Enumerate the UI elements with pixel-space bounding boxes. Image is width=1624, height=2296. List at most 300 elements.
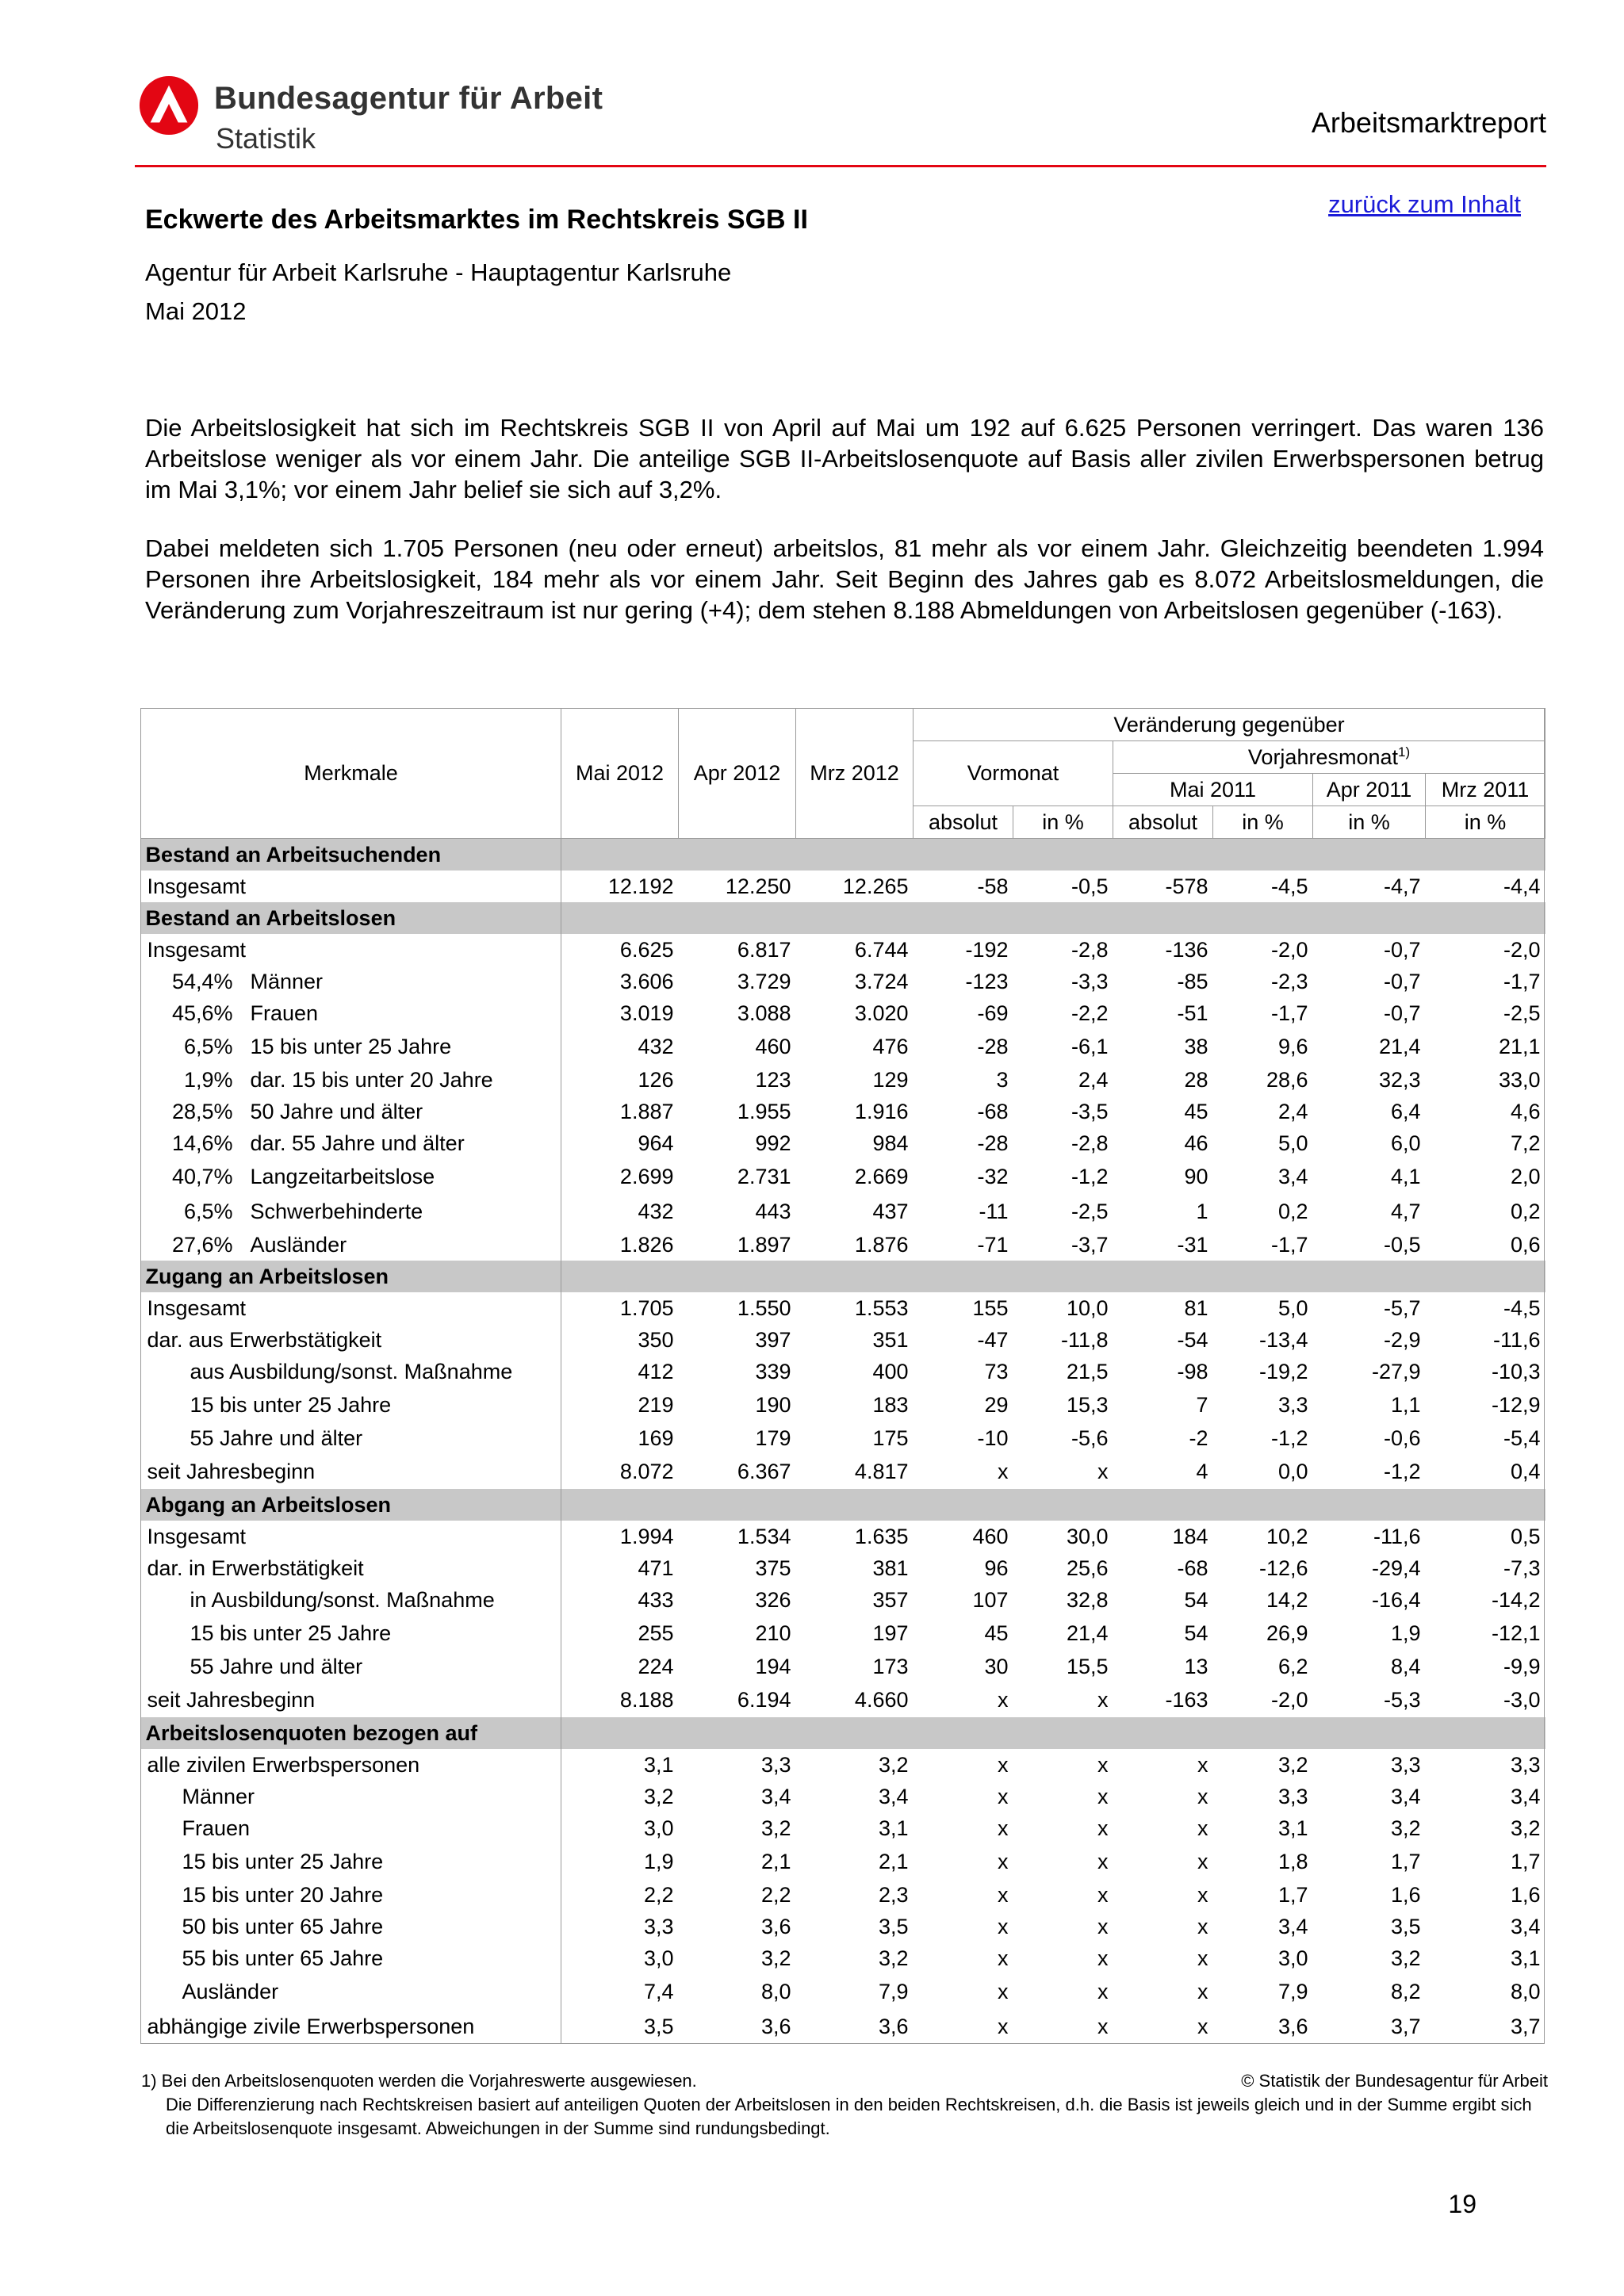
table-cell: 992 [755, 1131, 791, 1155]
row-share: 6,5% [183, 1034, 233, 1058]
table-cell: 1.635 [854, 1524, 909, 1548]
table-cell: x [1097, 1849, 1109, 1873]
table-cell: 0,4 [1511, 1459, 1541, 1483]
table-cell: x [1097, 1882, 1109, 1907]
table-cell: 3,0 [643, 1946, 674, 1970]
table-cell: 25,6 [1066, 1556, 1109, 1580]
table-cell: -2,5 [1503, 1001, 1541, 1025]
row-label-text: Insgesamt [147, 937, 247, 962]
row-label [141, 1749, 561, 1781]
row-share: 27,6% [171, 1232, 233, 1257]
table-cell: -578 [1165, 874, 1208, 898]
table-cell: -3,5 [1071, 1099, 1109, 1123]
table-cell: 26,9 [1266, 1621, 1308, 1645]
row-label [141, 1356, 561, 1387]
table-cell: 2,2 [643, 1882, 674, 1907]
table-cell: 397 [755, 1327, 791, 1352]
table-row [141, 2009, 1545, 2044]
table-cell: 3,3 [1277, 1392, 1308, 1417]
table-cell: 437 [872, 1199, 909, 1223]
table-cell: 0,0 [1277, 1459, 1308, 1483]
row-label [141, 1387, 561, 1422]
table-row [141, 1356, 1545, 1387]
table-cell: 984 [872, 1131, 909, 1155]
table-row [141, 1749, 1545, 1781]
row-label [141, 1911, 561, 1942]
row-label-text: dar. in Erwerbstätigkeit [147, 1556, 364, 1580]
table-cell: 3,4 [878, 1784, 909, 1808]
table-cell: 3,2 [760, 1816, 791, 1840]
section-title: Zugang an Arbeitslosen [141, 1261, 561, 1292]
row-label [141, 1616, 561, 1651]
table-cell: 3,4 [1511, 1914, 1541, 1938]
table-cell: 2,3 [878, 1882, 909, 1907]
table-cell: -1,7 [1503, 969, 1541, 993]
table-cell: -2,0 [1503, 937, 1541, 962]
table-cell: 1.550 [737, 1295, 791, 1320]
table-cell: 12.250 [725, 874, 791, 898]
section-header-row [141, 839, 1545, 871]
table-cell: 4,6 [1511, 1099, 1541, 1123]
table-cell: x [1197, 1816, 1208, 1840]
table-row [141, 1584, 1545, 1616]
table-row [141, 1229, 1545, 1261]
table-row [141, 1974, 1545, 2009]
table-cell: -2,5 [1071, 1199, 1109, 1223]
table-cell: 1,7 [1390, 1849, 1421, 1873]
row-label [141, 934, 561, 966]
table-cell: 3,1 [1277, 1816, 1308, 1840]
section-title: Arbeitslosenquoten bezogen auf [141, 1717, 561, 1749]
table-cell: x [998, 1914, 1009, 1938]
row-label [141, 997, 561, 1029]
table-cell: x [1097, 1914, 1109, 1938]
table-cell: 224 [638, 1654, 674, 1678]
summary-paragraph-2: Dabei meldeten sich 1.705 Personen (neu oder erneut) arbeitslos, 81 mehr als vor einem Jahr. Gleichzeitig beendeten 1.994 Personen ihre Arbeitslosigkeit, 184 mehr als vor einem Jahr. Seit Beginn des Jahres gab es 8.072 Arbeitslosmeldungen, die Veränderung zum Vorjahreszeitraum ist nur gering (+4); dem stehen 8.188 Abmeldungen von Arbeitslosen gegenüber (-163). [145, 534, 1544, 624]
header-apr-2011: Apr 2011 [1313, 774, 1426, 806]
row-label-text: in Ausbildung/sonst. Maßnahme [190, 1587, 495, 1612]
table-cell: -47 [977, 1327, 1009, 1352]
table-cell: 73 [984, 1359, 1009, 1383]
row-label [141, 1064, 561, 1096]
row-label-text: Insgesamt [147, 874, 247, 898]
table-cell: 1.955 [737, 1099, 791, 1123]
copyright-note: © Statistik der Bundesagentur für Arbeit [1241, 2071, 1548, 2091]
row-label-text: 15 bis unter 25 Jahre [190, 1392, 392, 1417]
table-cell: -31 [1177, 1232, 1208, 1257]
table-cell: x [998, 1816, 1009, 1840]
table-cell: 54 [1184, 1621, 1208, 1645]
row-label [141, 1229, 561, 1261]
table-cell: -9,9 [1503, 1654, 1541, 1678]
table-cell: x [1097, 1784, 1109, 1808]
table-cell: -2,2 [1071, 1001, 1109, 1025]
table-cell: 0,2 [1277, 1199, 1308, 1223]
table-cell: 2,2 [760, 1882, 791, 1907]
row-label [141, 871, 561, 902]
table-cell: -12,1 [1492, 1621, 1541, 1645]
table-cell: 12.192 [607, 874, 674, 898]
table-cell: -5,7 [1383, 1295, 1421, 1320]
table-cell: 5,0 [1277, 1131, 1308, 1155]
row-label-text: Insgesamt [147, 1524, 247, 1548]
table-cell: 1,6 [1390, 1882, 1421, 1907]
row-label-text: Frauen [250, 1001, 319, 1025]
table-row [141, 1159, 1545, 1194]
table-row [141, 1911, 1545, 1942]
table-cell: -5,6 [1071, 1425, 1109, 1450]
table-row [141, 1521, 1545, 1552]
row-share: 54,4% [171, 969, 233, 993]
row-label [141, 1521, 561, 1552]
table-cell: 3,6 [878, 2014, 909, 2038]
table-row [141, 871, 1545, 902]
table-cell: -2 [1189, 1425, 1208, 1450]
table-cell: -1,2 [1270, 1425, 1308, 1450]
table-row [141, 1682, 1545, 1717]
page-header [135, 73, 1546, 168]
table-cell: 126 [638, 1067, 674, 1092]
page-number: 19 [1448, 2190, 1477, 2218]
table-cell: 357 [872, 1587, 909, 1612]
table-cell: 194 [755, 1654, 791, 1678]
table-cell: -28 [977, 1034, 1009, 1058]
table-cell: 10,2 [1266, 1524, 1308, 1548]
row-label-text: 55 Jahre und älter [190, 1654, 363, 1678]
table-cell: 3.729 [737, 969, 791, 993]
table-cell: 155 [972, 1295, 1009, 1320]
table-cell: 30 [984, 1654, 1009, 1678]
table-cell: -3,3 [1071, 969, 1109, 993]
table-cell: x [998, 1459, 1009, 1483]
page-title: Eckwerte des Arbeitsmarktes im Rechtskreis SGB II [145, 205, 808, 235]
table-cell: 3,2 [643, 1784, 674, 1808]
table-cell: 28,6 [1266, 1067, 1308, 1092]
table-cell: 3,6 [760, 1914, 791, 1938]
section-title: Bestand an Arbeitsuchenden [141, 839, 561, 871]
table-cell: -13,4 [1258, 1327, 1308, 1352]
section-fill [561, 1261, 1545, 1292]
row-label [141, 1422, 561, 1454]
table-cell: 96 [984, 1556, 1009, 1580]
table-cell: x [1097, 1816, 1109, 1840]
org-name: Bundesagentur für Arbeit [214, 81, 603, 116]
table-cell: 3,4 [760, 1784, 791, 1808]
table-cell: -2,3 [1270, 969, 1308, 993]
table-row [141, 1781, 1545, 1812]
table-cell: -12,9 [1492, 1392, 1541, 1417]
header-mrz-2011: Mrz 2011 [1426, 774, 1545, 806]
row-label-text: seit Jahresbeginn [147, 1687, 316, 1712]
table-cell: 3,2 [878, 1752, 909, 1777]
table-cell: 3,3 [643, 1914, 674, 1938]
table-cell: 375 [755, 1556, 791, 1580]
bundesagentur-logo-icon [138, 75, 200, 136]
table-cell: 38 [1184, 1034, 1208, 1058]
table-cell: 326 [755, 1587, 791, 1612]
table-cell: x [998, 1784, 1009, 1808]
table-cell: -3,0 [1503, 1687, 1541, 1712]
table-row [141, 1127, 1545, 1159]
table-cell: 21,5 [1066, 1359, 1109, 1383]
table-cell: 1.534 [737, 1524, 791, 1548]
table-cell: 45 [1184, 1099, 1208, 1123]
table-cell: 3,7 [1390, 2014, 1421, 2038]
table-cell: 1.887 [619, 1099, 674, 1123]
section-fill [561, 902, 1545, 934]
row-label [141, 1159, 561, 1194]
table-cell: 6,0 [1390, 1131, 1421, 1155]
table-cell: 3,1 [1511, 1946, 1541, 1970]
table-cell: 6,2 [1277, 1654, 1308, 1678]
table-cell: 1,9 [1390, 1621, 1421, 1645]
table-cell: -4,4 [1503, 874, 1541, 898]
table-cell: 4,1 [1390, 1164, 1421, 1188]
table-cell: 3,4 [1277, 1164, 1308, 1188]
table-cell: x [998, 1979, 1009, 2003]
table-cell: -32 [977, 1164, 1009, 1188]
table-cell: 129 [872, 1067, 909, 1092]
table-cell: x [1197, 1752, 1208, 1777]
table-cell: 3,5 [878, 1914, 909, 1938]
table-cell: 3,1 [878, 1816, 909, 1840]
table-cell: 15,5 [1066, 1654, 1109, 1678]
table-cell: -4,7 [1383, 874, 1421, 898]
row-label-text: 15 bis unter 20 Jahre [182, 1882, 384, 1907]
org-subtitle: Statistik [216, 122, 316, 155]
table-cell: -0,7 [1383, 937, 1421, 962]
table-cell: 45 [984, 1621, 1009, 1645]
table-cell: 3 [996, 1067, 1009, 1092]
table-cell: -5,4 [1503, 1425, 1541, 1450]
header-vormonat-pct: in % [1013, 806, 1113, 839]
row-share: 45,6% [171, 1001, 233, 1025]
table-cell: -4,5 [1270, 874, 1308, 898]
table-cell: -11,6 [1493, 1327, 1541, 1352]
row-share: 1,9% [183, 1067, 233, 1092]
table-cell: x [1197, 1784, 1208, 1808]
row-label-text: Ausländer [182, 1979, 279, 2003]
row-label-text: Frauen [182, 1816, 251, 1840]
row-label-text: 55 bis unter 65 Jahre [182, 1946, 384, 1970]
row-label [141, 1454, 561, 1489]
table-cell: -4,5 [1503, 1295, 1541, 1320]
row-label [141, 1879, 561, 1911]
table-cell: 3.088 [737, 1001, 791, 1025]
table-cell: -10,3 [1492, 1359, 1541, 1383]
table-cell: 3,4 [1390, 1784, 1421, 1808]
table-cell: x [998, 1752, 1009, 1777]
table-cell: 3,0 [1277, 1946, 1308, 1970]
table-cell: -27,9 [1371, 1359, 1421, 1383]
table-cell: 4.660 [854, 1687, 909, 1712]
table-cell: 2,1 [760, 1849, 791, 1873]
table-cell: -58 [977, 874, 1009, 898]
table-cell: -29,4 [1371, 1556, 1421, 1580]
table-cell: 2,4 [1277, 1099, 1308, 1123]
table-cell: 3,2 [1511, 1816, 1541, 1840]
row-label [141, 1292, 561, 1324]
table-cell: 443 [755, 1199, 791, 1223]
table-row [141, 1651, 1545, 1682]
table-cell: 7,9 [1277, 1979, 1308, 2003]
row-share: 6,5% [183, 1199, 233, 1223]
table-cell: -2,0 [1270, 937, 1308, 962]
table-cell: 1,6 [1511, 1882, 1541, 1907]
header-apr-2012: Apr 2012 [679, 709, 796, 839]
table-cell: 460 [755, 1034, 791, 1058]
table-cell: 3,5 [1390, 1914, 1421, 1938]
table-cell: 3,4 [1277, 1914, 1308, 1938]
header-apr2011-pct: in % [1313, 806, 1426, 839]
header-mai-2012: Mai 2012 [561, 709, 679, 839]
table-cell: x [998, 2014, 1009, 2038]
row-label [141, 1096, 561, 1127]
table-row [141, 997, 1545, 1029]
footnote-1: 1) Bei den Arbeitslosenquoten werden die Vorjahreswerte ausgewiesen. [141, 2071, 697, 2091]
header-vorjahr-pct: in % [1213, 806, 1313, 839]
section-title: Bestand an Arbeitslosen [141, 902, 561, 934]
table-cell: -1,7 [1270, 1001, 1308, 1025]
header-vorjahr-absolut: absolut [1113, 806, 1213, 839]
table-cell: x [1097, 2014, 1109, 2038]
table-cell: -0,7 [1383, 969, 1421, 993]
back-to-contents-link[interactable]: zurück zum Inhalt [1328, 190, 1521, 218]
table-cell: 3,3 [760, 1752, 791, 1777]
table-cell: 81 [1184, 1295, 1208, 1320]
table-cell: x [1197, 2014, 1208, 2038]
table-cell: x [998, 1849, 1009, 1873]
table-row [141, 934, 1545, 966]
table-cell: -28 [977, 1131, 1009, 1155]
table-cell: 13 [1184, 1654, 1208, 1678]
table-cell: 8,0 [1511, 1979, 1541, 2003]
table-cell: x [998, 1946, 1009, 1970]
table-cell: -19,2 [1258, 1359, 1308, 1383]
table-cell: 107 [972, 1587, 1009, 1612]
table-cell: 400 [872, 1359, 909, 1383]
table-cell: 1.916 [854, 1099, 909, 1123]
row-label [141, 1127, 561, 1159]
table-cell: 476 [872, 1034, 909, 1058]
table-cell: 3,3 [1390, 1752, 1421, 1777]
table-cell: x [1097, 1946, 1109, 1970]
table-cell: 190 [755, 1392, 791, 1417]
table-cell: -14,2 [1492, 1587, 1541, 1612]
header-merkmale: Merkmale [141, 709, 561, 839]
table-cell: -16,4 [1371, 1587, 1421, 1612]
table-cell: 1,9 [643, 1849, 674, 1873]
table-cell: -71 [977, 1232, 1009, 1257]
table-cell: 2.731 [737, 1164, 791, 1188]
table-row [141, 1844, 1545, 1879]
header-vormonat-absolut: absolut [914, 806, 1013, 839]
table-cell: x [1197, 1849, 1208, 1873]
table-cell: 3,4 [1511, 1784, 1541, 1808]
table-cell: 3,2 [878, 1946, 909, 1970]
table-cell: 0,6 [1511, 1232, 1541, 1257]
table-cell: 54 [1184, 1587, 1208, 1612]
row-label [141, 1682, 561, 1717]
table-cell: -7,3 [1503, 1556, 1541, 1580]
table-cell: 1.897 [737, 1232, 791, 1257]
table-row [141, 1292, 1545, 1324]
row-label [141, 1942, 561, 1974]
table-cell: 12.265 [842, 874, 909, 898]
table-cell: 2,0 [1511, 1164, 1541, 1188]
table-cell: 6.744 [854, 937, 909, 962]
table-cell: 3.606 [619, 969, 674, 993]
table-cell: -68 [1177, 1556, 1208, 1580]
table-cell: 1,8 [1277, 1849, 1308, 1873]
table-cell: 432 [638, 1034, 674, 1058]
table-row [141, 1194, 1545, 1229]
table-cell: 29 [984, 1392, 1009, 1417]
table-row [141, 1812, 1545, 1844]
table-cell: 6.625 [619, 937, 674, 962]
table-cell: 1.826 [619, 1232, 674, 1257]
table-cell: 28 [1184, 1067, 1208, 1092]
table-cell: 4,7 [1390, 1199, 1421, 1223]
table-cell: 471 [638, 1556, 674, 1580]
header-divider [135, 165, 1546, 167]
table-cell: 10,0 [1066, 1295, 1109, 1320]
table-cell: 7,2 [1511, 1131, 1541, 1155]
row-share: 28,5% [171, 1099, 233, 1123]
table-cell: -51 [1177, 1001, 1208, 1025]
section-header-row [141, 1489, 1545, 1521]
row-label [141, 1584, 561, 1616]
section-fill [561, 1717, 1545, 1749]
table-cell: x [1197, 1979, 1208, 2003]
table-cell: 32,3 [1378, 1067, 1421, 1092]
row-label [141, 1812, 561, 1844]
table-cell: 21,4 [1378, 1034, 1421, 1058]
row-label [141, 1651, 561, 1682]
row-label-text: dar. 15 bis unter 20 Jahre [250, 1067, 493, 1092]
row-label-text: Insgesamt [147, 1295, 247, 1320]
table-cell: 8,2 [1390, 1979, 1421, 2003]
table-cell: -98 [1177, 1359, 1208, 1383]
row-label [141, 1324, 561, 1356]
table-cell: 7,9 [878, 1979, 909, 2003]
table-cell: 90 [1184, 1164, 1208, 1188]
table-row [141, 1096, 1545, 1127]
table-cell: 14,2 [1266, 1587, 1308, 1612]
row-label-text: Schwerbehinderte [250, 1199, 423, 1223]
table-cell: -0,5 [1383, 1232, 1421, 1257]
table-cell: x [1197, 1882, 1208, 1907]
section-fill [561, 839, 1545, 871]
table-cell: 1.994 [619, 1524, 674, 1548]
report-title: Arbeitsmarktreport [1311, 106, 1546, 139]
row-label-text: aus Ausbildung/sonst. Maßnahme [190, 1359, 513, 1383]
table-cell: 432 [638, 1199, 674, 1223]
section-header-row [141, 1261, 1545, 1292]
row-label [141, 2009, 561, 2044]
table-cell: 8.072 [619, 1459, 674, 1483]
row-label [141, 1194, 561, 1229]
table-cell: 3,7 [1511, 2014, 1541, 2038]
table-cell: 184 [1172, 1524, 1208, 1548]
table-cell: 1 [1196, 1199, 1208, 1223]
labor-market-table [140, 708, 1545, 2044]
table-cell: 3,3 [1277, 1784, 1308, 1808]
row-label [141, 1552, 561, 1584]
table-row [141, 1616, 1545, 1651]
table-cell: 3,2 [1390, 1816, 1421, 1840]
section-fill [561, 1489, 1545, 1521]
